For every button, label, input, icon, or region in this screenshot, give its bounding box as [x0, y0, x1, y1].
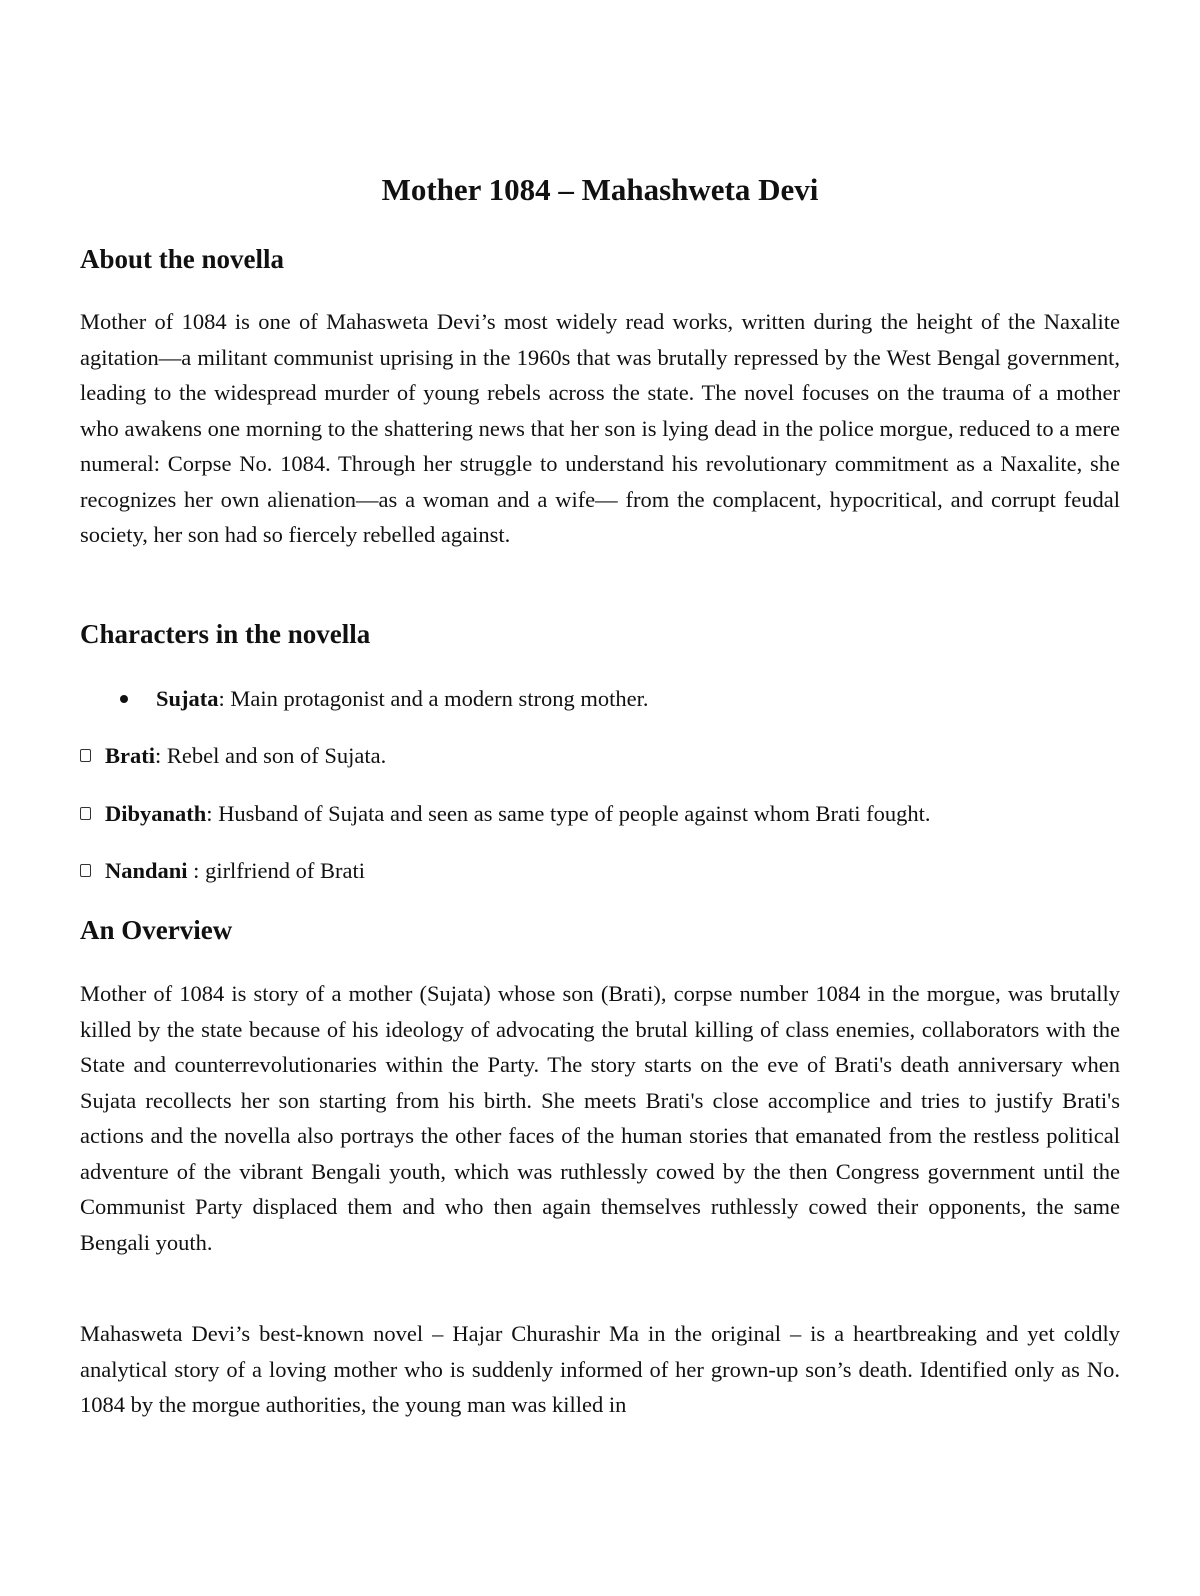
characters-heading: Characters in the novella: [80, 619, 371, 649]
about-heading: About the novella: [80, 244, 285, 274]
overview-paragraph-2: Mahasweta Devi’s best-known novel – Hajar Churashir Ma in the original – is a heartbreaking and yet coldly analytical story of a loving mother who is suddenly informed of her grown-up son’s death. Identified only as No. 1084 by the morgue authorities, the young man was killed in: [80, 1321, 1120, 1417]
bullet-box-icon: [80, 864, 91, 877]
about-paragraph: Mother of 1084 is one of Mahasweta Devi’s most widely read works, written during the height of the Naxalite agitation—a militant communist uprising in the 1960s that was brutally repressed by the West Bengal government, leading to the widespread murder of young rebels across the state. The novel focuses on the trauma of a mother who awakens one morning to the shattering news that her son is lying dead in the police morgue, reduced to a mere numeral: Corpse No. 1084. Through her struggle to understand his revolutionary commitment as a Naxalite, she recognizes her own alienation—as a woman and a wife— from the complacent, hypocritical, and corrupt feudal society, her son had so fiercely rebelled against.: [80, 309, 1120, 547]
character-separator: :: [187, 858, 200, 883]
character-separator: :: [218, 686, 225, 711]
overview-paragraph-1: Mother of 1084 is story of a mother (Sujata) whose son (Brati), corpse number 1084 in the morgue, was brutally killed by the state because of his ideology of advocating the brutal killing of class enemies, collaborators with the State and counterrevolutionaries within the Party. The story starts on the eve of Brati's death anniversary when Sujata recollects her son starting from his birth. She meets Brati's close accomplice and tries to justify Brati's actions and the novella also portrays the other faces of the human stories that emanated from the restless political adventure of the vibrant Bengali youth, which was ruthlessly cowed by the then Congress government until the Communist Party displaced them and who then again themselves ruthlessly cowed their opponents, the same Bengali youth.: [80, 981, 1120, 1255]
character-item-brati: [80, 741, 386, 771]
character-separator: :: [155, 743, 162, 768]
bullet-box-icon: [80, 749, 91, 762]
character-name: Nandani: [105, 858, 188, 883]
character-name: Dibyanath: [105, 801, 207, 826]
character-name: Brati: [105, 743, 155, 768]
character-name: Sujata: [156, 686, 219, 711]
character-description: Husband of Sujata and seen as same type of people against whom Brati fought.: [212, 801, 931, 826]
character-separator: :: [206, 801, 213, 826]
character-item-nandani: [80, 856, 365, 886]
character-description: girlfriend of Brati: [199, 858, 366, 883]
bullet-box-icon: [80, 807, 91, 820]
character-item-sujata: [120, 684, 648, 714]
character-item-dibyanath: [80, 799, 931, 829]
bullet-dot-icon: [120, 695, 128, 703]
page-title: Mother 1084 – Mahashweta Devi: [381, 172, 819, 207]
character-description: Main protagonist and a modern strong mother.: [224, 686, 649, 711]
character-description: Rebel and son of Sujata.: [161, 743, 387, 768]
overview-heading: An Overview: [80, 915, 233, 945]
